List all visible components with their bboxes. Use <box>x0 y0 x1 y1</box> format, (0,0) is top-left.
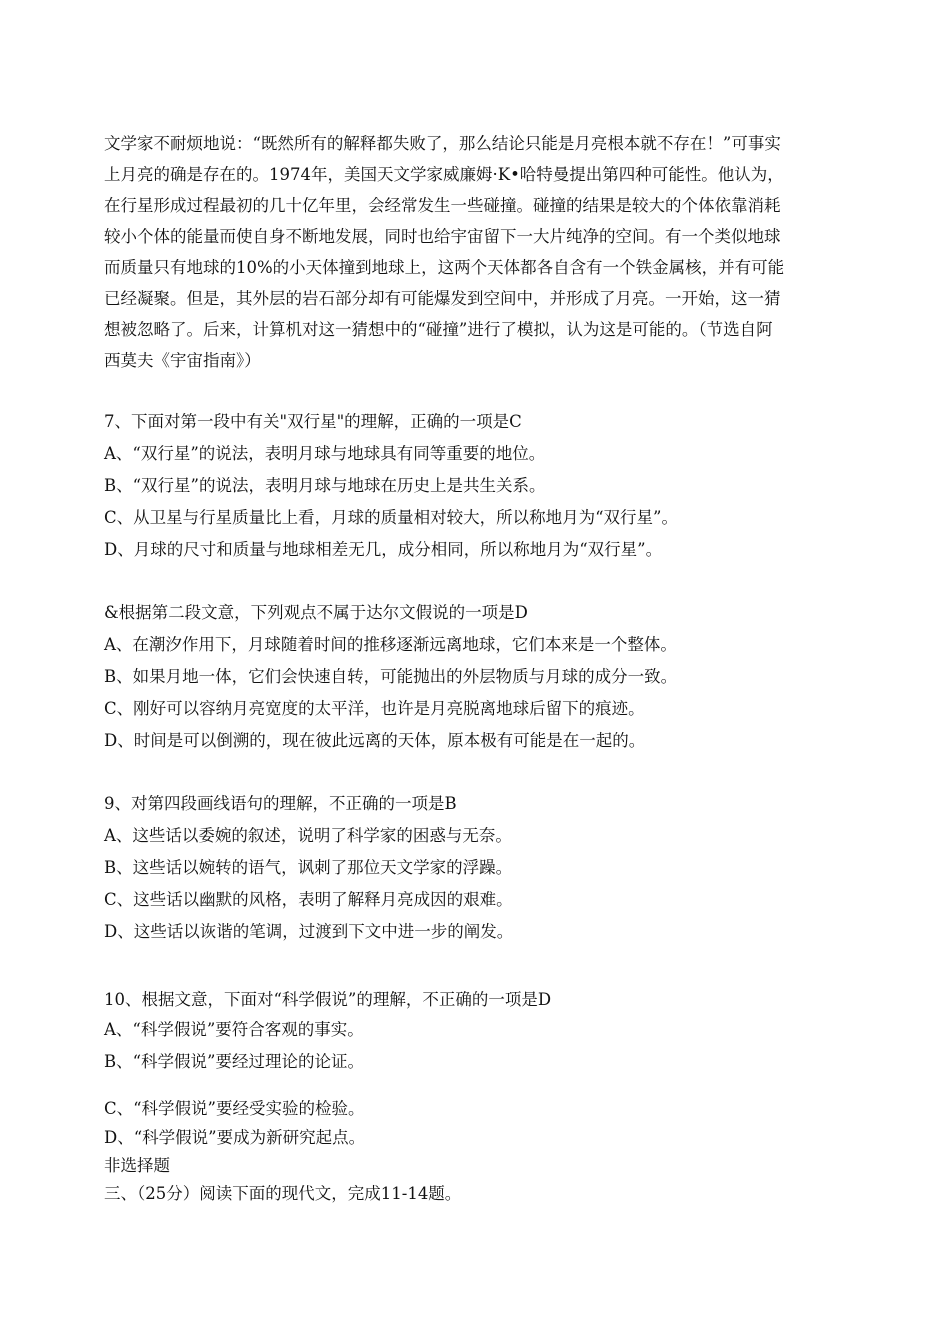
question-7-option-d: D、月球的尺寸和质量与地球相差无几，成分相同，所以称地月为“双行星”。 <box>104 540 663 559</box>
question-8-stem: &根据第二段文意，下列观点不属于达尔文假说的一项是D <box>104 603 528 622</box>
passage-line: 文学家不耐烦地说：“既然所有的解释都失败了，那么结论只能是月亮根本就不存在！”可事实 <box>104 134 781 153</box>
passage-paragraph <box>104 128 844 376</box>
passage-line: 在行星形成过程最初的几十亿年里，会经常发生一些碰撞。碰撞的结果是较大的个体依靠消耗 <box>104 196 781 215</box>
question-10-option-c: C、“科学假说”要经受实验的检验。 <box>104 1099 365 1118</box>
question-10-option-a: A、“科学假说”要符合客观的事实。 <box>104 1020 364 1039</box>
passage-line: 西莫夫《宇宙指南》） <box>104 351 261 370</box>
question-7-option-a: A、“双行星”的说法，表明月球与地球具有同等重要的地位。 <box>104 444 546 463</box>
question-10-option-d: D、“科学假说”要成为新研究起点。 <box>104 1128 366 1147</box>
passage-line: 想被忽略了。后来，计算机对这一猜想中的“碰撞”进行了模拟，认为这是可能的。（节选自阿 <box>104 320 773 339</box>
question-9-option-c: C、这些话以幽默的风格，表明了解释月亮成因的艰难。 <box>104 890 513 909</box>
question-8-option-c: C、刚好可以容纳月亮宽度的太平洋，也许是月亮脱离地球后留下的痕迹。 <box>104 699 645 718</box>
question-8-option-b: B、如果月地一体，它们会快速自转，可能抛出的外层物质与月球的成分一致。 <box>104 667 678 686</box>
question-9-option-d: D、这些话以诙谐的笔调，过渡到下文中进一步的阐发。 <box>104 922 514 941</box>
question-8-option-a: A、在潮汐作用下，月球随着时间的推移逐渐远离地球，它们本来是一个整体。 <box>104 635 677 654</box>
question-9-stem: 9、对第四段画线语句的理解，不正确的一项是B <box>104 794 457 813</box>
question-8-option-d: D、时间是可以倒溯的，现在彼此远离的天体，原本极有可能是在一起的。 <box>104 731 646 750</box>
question-7-option-b: B、“双行星”的说法，表明月球与地球在历史上是共生关系。 <box>104 476 546 495</box>
passage-line: 而质量只有地球的10%的小天体撞到地球上，这两个天体都各自含有一个铁金属核，并有可能 <box>104 258 785 277</box>
question-7-option-c: C、从卫星与行星质量比上看，月球的质量相对较大，所以称地月为“双行星”。 <box>104 508 678 527</box>
question-10-option-b: B、“科学假说”要经过理论的论证。 <box>104 1052 364 1071</box>
section-instruction: 三、（25分）阅读下面的现代文，完成11-14题。 <box>104 1184 462 1203</box>
question-9-option-b: B、这些话以婉转的语气，讽刺了那位天文学家的浮躁。 <box>104 858 513 877</box>
passage-line: 上月亮的确是存在的。1974年，美国天文学家威廉姆·K•哈特曼提出第四种可能性。他认为， <box>104 165 784 184</box>
passage-line: 较小个体的能量而使自身不断地发展，同时也给宇宙留下一大片纯净的空间。有一个类似地球 <box>104 227 781 246</box>
question-9-option-a: A、这些话以委婉的叙述，说明了科学家的困惑与无奈。 <box>104 826 512 845</box>
section-label: 非选择题 <box>104 1156 170 1175</box>
question-10-stem: 10、根据文意，下面对“科学假说”的理解，不正确的一项是D <box>104 990 552 1009</box>
passage-line: 已经凝聚。但是，其外层的岩石部分却有可能爆发到空间中，并形成了月亮。一开始，这一猜 <box>104 289 781 308</box>
question-7-stem: 7、下面对第一段中有关"双行星"的理解，正确的一项是C <box>104 412 522 431</box>
